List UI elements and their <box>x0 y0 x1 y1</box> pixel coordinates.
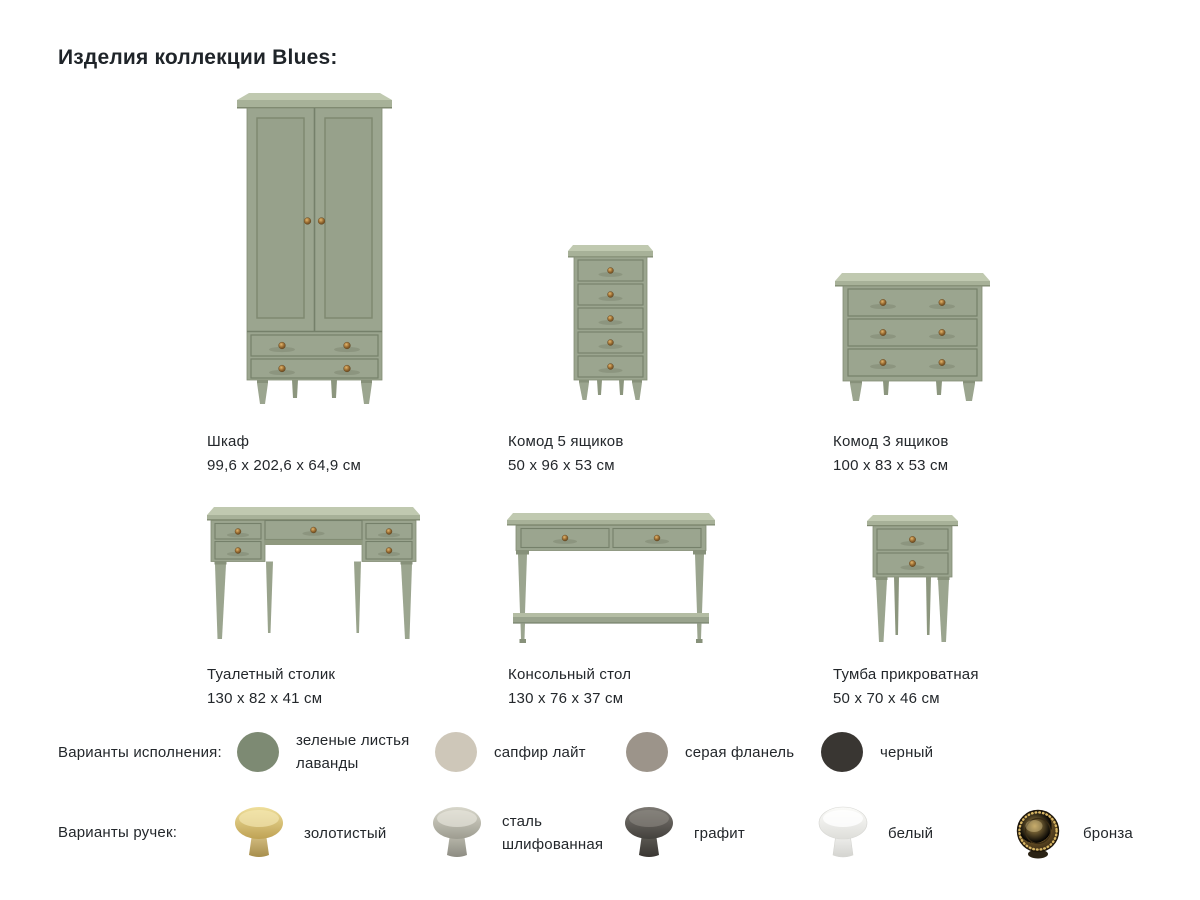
bronze-knob-icon <box>1010 806 1066 860</box>
finish-name: серая фланель <box>685 743 795 761</box>
finish-swatch-icon <box>626 732 668 772</box>
finishes-label: Варианты исполнения: <box>58 744 222 761</box>
product-label <box>833 663 979 711</box>
handle-name: сталь шлифованная <box>502 813 604 853</box>
handle-option <box>815 806 933 860</box>
handle-option <box>1010 806 1133 860</box>
product-dims: 130 x 82 x 41 см <box>207 690 323 707</box>
product-card-chest-3 <box>833 273 1103 483</box>
handles-label: Варианты ручек: <box>58 824 178 841</box>
finish-name: сапфир лайт <box>494 743 586 761</box>
product-name: Комод 5 ящиков <box>508 433 624 450</box>
dressing-table-image <box>207 507 420 643</box>
handle-option <box>429 806 620 860</box>
finish-option <box>821 732 933 772</box>
handle-name: белый <box>888 824 934 842</box>
product-card-bedside-table <box>833 515 1103 717</box>
handle-name: золотистый <box>304 824 387 842</box>
bedside-table-image <box>867 515 958 645</box>
product-label <box>207 663 335 711</box>
white-knob-icon <box>815 806 871 860</box>
finish-option <box>435 732 586 772</box>
console-table-image <box>507 513 715 647</box>
product-name: Туалетный столик <box>207 666 336 683</box>
product-card-dressing-table <box>207 507 477 717</box>
chest-3-image <box>835 273 990 403</box>
product-card-chest-5 <box>508 245 778 483</box>
chest-5-image <box>568 245 653 402</box>
product-label <box>833 430 949 478</box>
product-dims: 50 x 70 x 46 см <box>833 690 940 707</box>
handle-option <box>231 806 386 860</box>
page-title: Изделия коллекции Blues: <box>58 46 338 69</box>
product-name: Шкаф <box>207 433 250 450</box>
product-label <box>207 430 361 478</box>
product-label <box>508 663 631 711</box>
product-card-wardrobe <box>207 93 477 483</box>
graphite-knob-icon <box>621 806 677 860</box>
finish-swatch-icon <box>821 732 863 772</box>
finish-option <box>237 732 414 772</box>
product-label <box>508 430 624 478</box>
handle-option <box>621 806 745 860</box>
product-dims: 100 x 83 x 53 см <box>833 457 949 474</box>
finish-swatch-icon <box>435 732 477 772</box>
wardrobe-image <box>237 93 392 408</box>
steel-knob-icon <box>429 806 485 860</box>
gold-knob-icon <box>231 806 287 860</box>
finish-swatch-icon <box>237 732 279 772</box>
finish-name: черный <box>880 743 934 761</box>
product-dims: 130 x 76 x 37 см <box>508 690 624 707</box>
finish-name: зеленые листья лаванды <box>296 732 410 772</box>
handle-name: бронза <box>1083 824 1133 842</box>
finish-option <box>626 732 794 772</box>
handle-name: графит <box>694 824 745 842</box>
product-card-console-table <box>508 513 778 717</box>
product-dims: 50 x 96 x 53 см <box>508 457 615 474</box>
product-name: Консольный стол <box>508 666 632 683</box>
product-name: Комод 3 ящиков <box>833 433 949 450</box>
product-dims: 99,6 x 202,6 x 64,9 см <box>207 457 361 474</box>
product-name: Тумба прикроватная <box>833 666 979 683</box>
